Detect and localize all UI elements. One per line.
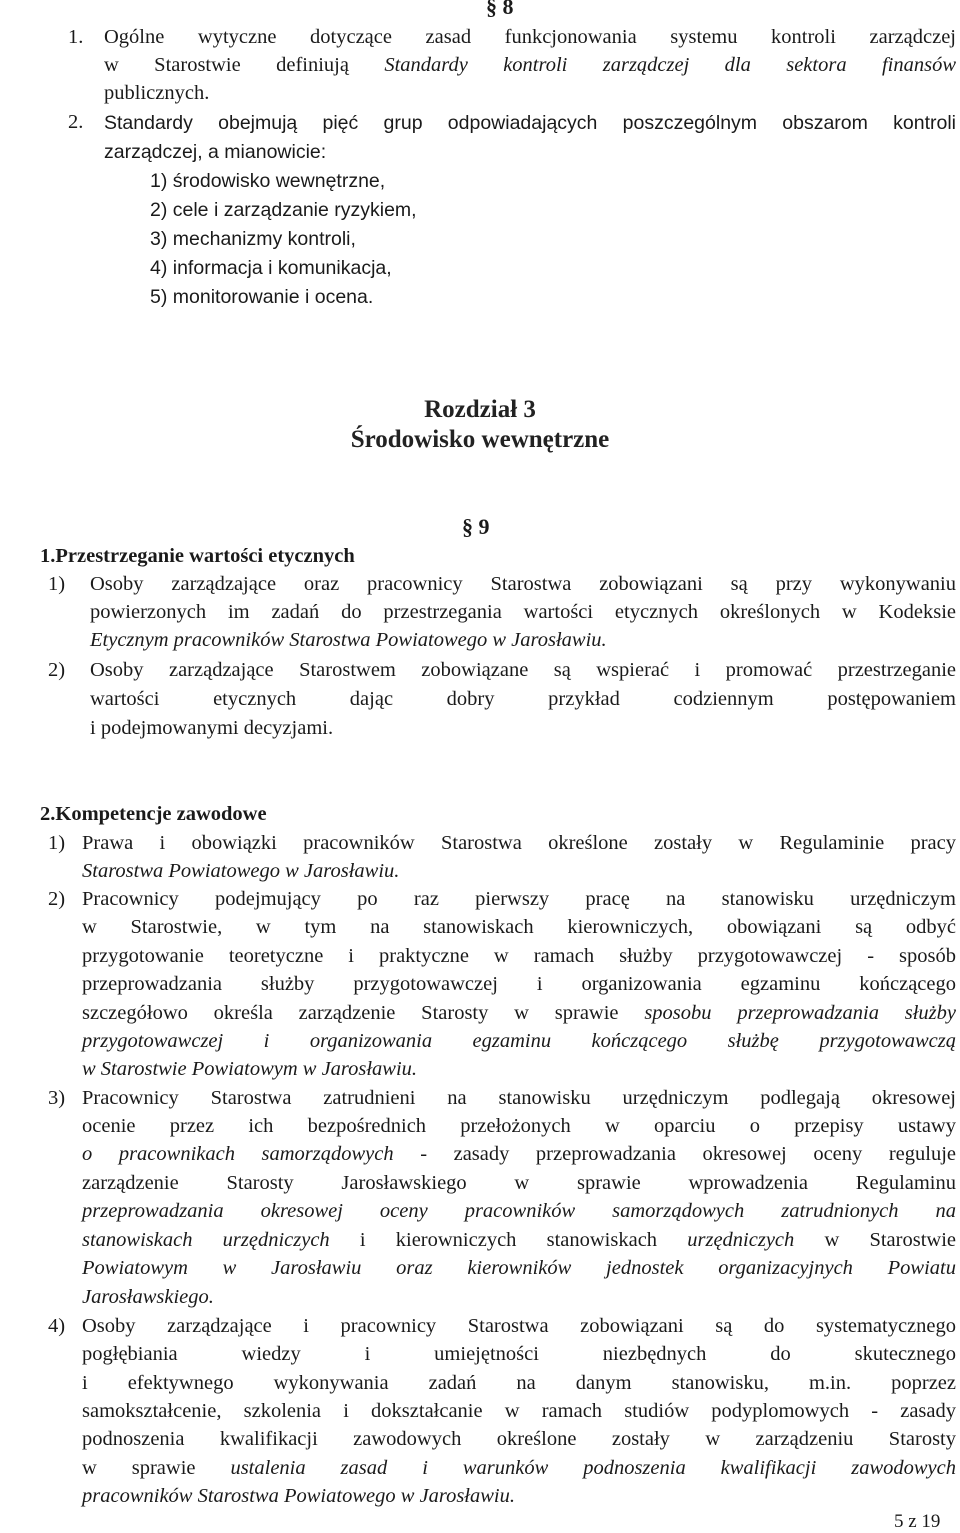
page-number: 5 z 19 <box>894 1511 941 1532</box>
text-line: ocenie przez ich bezpośrednich przełożonych w oparciu o przepisy ustawy <box>82 1115 956 1137</box>
text-line: Osoby zarządzające i pracownicy Starostwa zobowiązani są do systematycznego <box>82 1315 956 1337</box>
text-line: Ogólne wytyczne dotyczące zasad funkcjonowania systemu kontroli zarządczej <box>104 26 956 48</box>
list-item: 2) cele i zarządzanie ryzykiem, <box>150 199 417 221</box>
text-line: Standardy obejmują pięć grup odpowiadających poszczególnym obszarom kontroli <box>104 112 956 134</box>
subsection-heading: 1.Przestrzeganie wartości etycznych <box>40 545 355 567</box>
text-line: i efektywnego wykonywania zadań na danym stanowisku, m.in. poprzez <box>82 1372 956 1394</box>
list-number: 1. <box>68 26 84 48</box>
text-line: w Starostwie, w tym na stanowiskach kierowniczych, obowiązani są odbyć <box>82 916 956 938</box>
chapter-title: Rozdział 3 <box>424 396 536 423</box>
text-line: stanowiskach urzędniczych i kierowniczych stanowiskach urzędniczych w Starostwie <box>82 1229 957 1251</box>
text-line: w Starostwie Powiatowym w Jarosławiu. <box>82 1058 418 1080</box>
list-number: 1) <box>48 832 66 854</box>
text-line: i podejmowanymi decyzjami. <box>90 717 334 739</box>
text-line: w Starostwie definiują Standardy kontroli zarządczej dla sektora finansów <box>104 54 956 76</box>
list-item: 3) mechanizmy kontroli, <box>150 228 356 250</box>
text-line: przeprowadzania okresowej oceny pracowników samorządowych zatrudnionych na <box>82 1200 956 1222</box>
list-item: 1) środowisko wewnętrzne, <box>150 170 386 192</box>
text-line: zarządczej, a mianowicie: <box>104 141 327 163</box>
list-number: 3) <box>48 1087 66 1109</box>
text-line: o pracownikach samorządowych - zasady przeprowadzania okresowej oceny reguluje <box>82 1143 956 1165</box>
text-line: Starostwa Powiatowego w Jarosławiu. <box>82 860 400 882</box>
text-line: przygotowawczej i organizowania egzaminu kończącego służbę przygotowawczą <box>82 1030 956 1052</box>
list-number: 2) <box>48 888 66 910</box>
text-line: Osoby zarządzające oraz pracownicy Starostwa zobowiązani są przy wykonywaniu <box>90 573 956 595</box>
text-line: szczegółowo określa zarządzenie Starosty w sprawie sposobu przeprowadzania służby <box>82 1002 956 1024</box>
text-line: Prawa i obowiązki pracowników Starostwa określone zostały w Regulaminie pracy <box>82 832 956 854</box>
list-item: 5) monitorowanie i ocena. <box>150 286 374 308</box>
list-number: 2) <box>48 659 66 681</box>
text-line: publicznych. <box>104 82 210 104</box>
chapter-subtitle: Środowisko wewnętrzne <box>350 426 610 453</box>
text-line: przygotowanie teoretyczne i praktyczne w ramach służby przygotowawczej - sposób <box>82 945 956 967</box>
text-line: Pracownicy podejmujący po raz pierwszy pracę na stanowisku urzędniczym <box>82 888 956 910</box>
text-line: zarządzenie Starosty Jarosławskiego w sprawie wprowadzenia Regulaminu <box>82 1172 956 1194</box>
text-line: w sprawie ustalenia zasad i warunków podnoszenia kwalifikacji zawodowych <box>82 1457 957 1479</box>
text-line: powierzonych im zadań do przestrzegania wartości etycznych określonych w Kodeksie <box>90 601 956 623</box>
text-line: Etycznym pracowników Starostwa Powiatowego w Jarosławiu. <box>90 629 607 651</box>
section-9-mark: § 9 <box>462 514 490 539</box>
list-item: 4) informacja i komunikacja, <box>150 257 392 279</box>
text-line: przeprowadzania służby przygotowawczej i organizowania egzaminu kończącego <box>82 973 956 995</box>
text-line: Pracownicy Starostwa zatrudnieni na stanowisku urzędniczym podlegają okresowej <box>82 1087 956 1109</box>
list-number: 1) <box>48 573 66 595</box>
list-number: 2. <box>68 111 84 133</box>
list-number: 4) <box>48 1315 66 1337</box>
text-line: Powiatowym w Jarosławiu oraz kierowników jednostek organizacyjnych Powiatu <box>82 1257 956 1279</box>
text-line: wartości etycznych dając dobry przykład codziennym postępowaniem <box>90 688 956 710</box>
text-line: Jarosławskiego. <box>82 1286 214 1308</box>
text-line: pogłębiania wiedzy i umiejętności niezbędnych do skutecznego <box>82 1343 956 1365</box>
subsection-heading: 2.Kompetencje zawodowe <box>40 803 267 825</box>
text-line: podnoszenia kwalifikacji zawodowych określone zostały w zarządzeniu Starosty <box>82 1428 956 1450</box>
section-8-mark: § 8 <box>486 0 514 19</box>
text-line: pracowników Starostwa Powiatowego w Jarosławiu. <box>82 1485 515 1507</box>
text-line: samokształcenie, szkolenia i dokształcanie w ramach studiów podyplomowych - zasady <box>82 1400 956 1422</box>
text-line: Osoby zarządzające Starostwem zobowiązane są wspierać i promować przestrzeganie <box>90 659 956 681</box>
